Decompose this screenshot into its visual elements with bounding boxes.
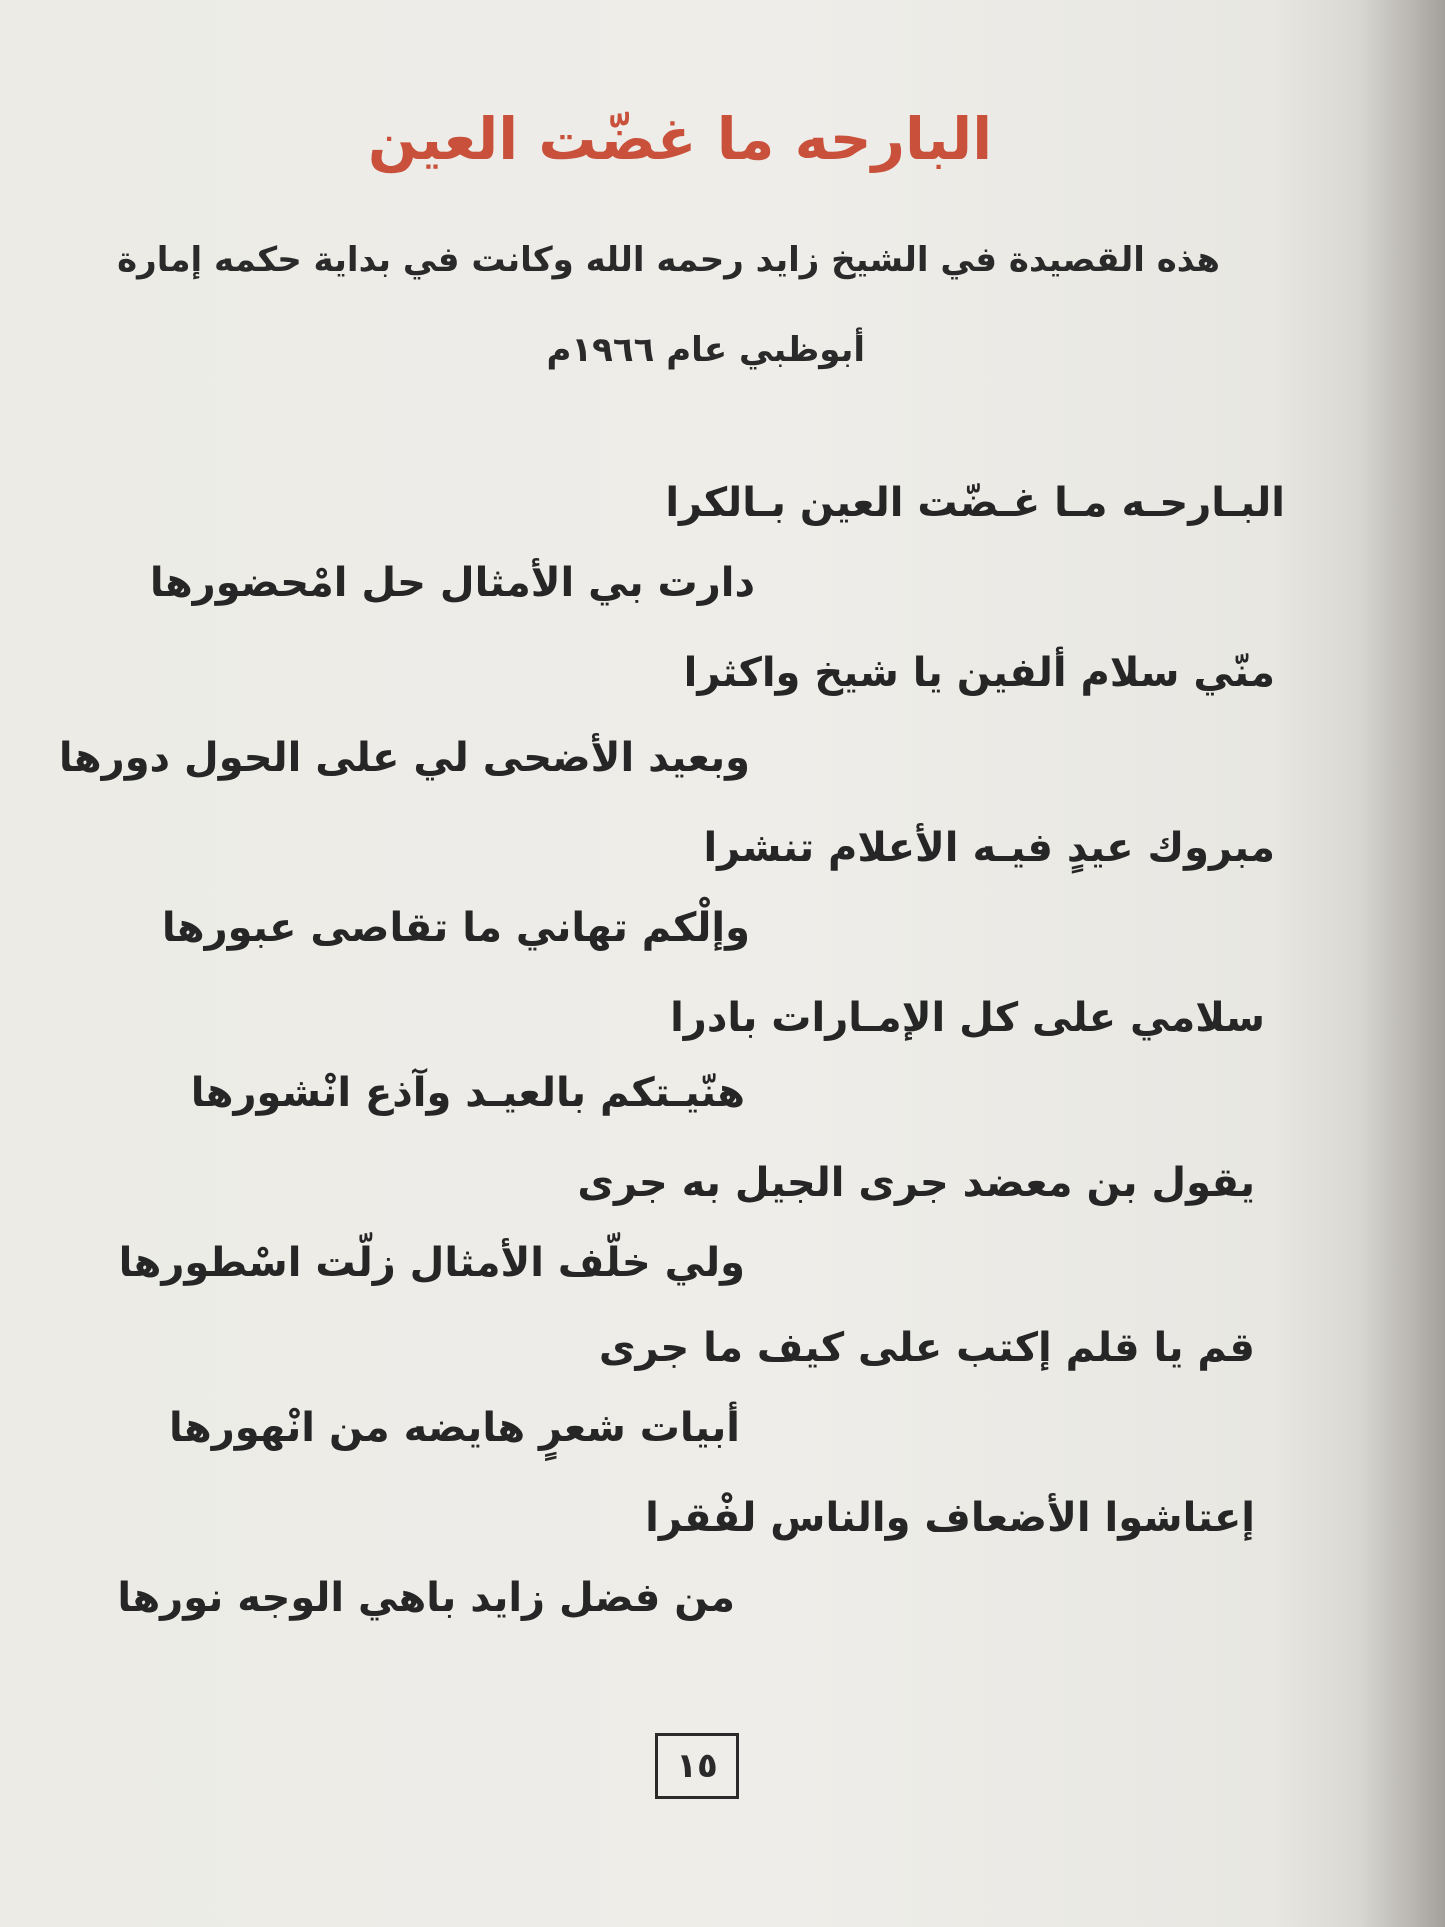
verse-line: وبعيد الأضحى لي على الحول دورها — [58, 735, 750, 781]
verse-line: يقول بن معضد جرى الجيل به جرى — [577, 1160, 1255, 1206]
intro-line-1: هذه القصيدة في الشيخ زايد رحمه الله وكانت في بداية حكمه إمارة — [117, 240, 1220, 280]
verse-line: سلامي على كل الإمـارات بادرا — [670, 995, 1265, 1041]
verse-line: إعتاشوا الأضعاف والناس لفْقرا — [645, 1495, 1255, 1541]
intro-line-2: أبوظبي عام ١٩٦٦م — [546, 330, 865, 370]
verse-line: البـارحـه مـا غـضّت العين بـالكرا — [665, 480, 1285, 526]
page-gutter-shadow — [1355, 0, 1445, 1927]
verse-line: وإلْكم تهاني ما تقاصى عبورها — [161, 905, 750, 951]
verse-line: هنّيـتكم بالعيـد وآذع انْشورها — [190, 1070, 745, 1116]
verse-line: قم يا قلم إكتب على كيف ما جرى — [598, 1325, 1255, 1371]
page-number: ١٥ — [655, 1733, 739, 1799]
verse-line: من فضل زايد باهي الوجه نورها — [117, 1575, 735, 1621]
verse-line: منّي سلام ألفين يا شيخ واكثرا — [683, 650, 1275, 696]
verse-line: دارت بي الأمثال حل امْحضورها — [149, 560, 755, 606]
poem-title: البارحه ما غضّت العين — [367, 105, 993, 173]
verse-line: مبروك عيدٍ فيـه الأعلام تنشرا — [703, 825, 1275, 871]
verse-line: ولي خلّف الأمثال زلّت اسْطورها — [118, 1240, 745, 1286]
verse-line: أبيات شعرٍ هايضه من انْهورها — [169, 1405, 740, 1451]
